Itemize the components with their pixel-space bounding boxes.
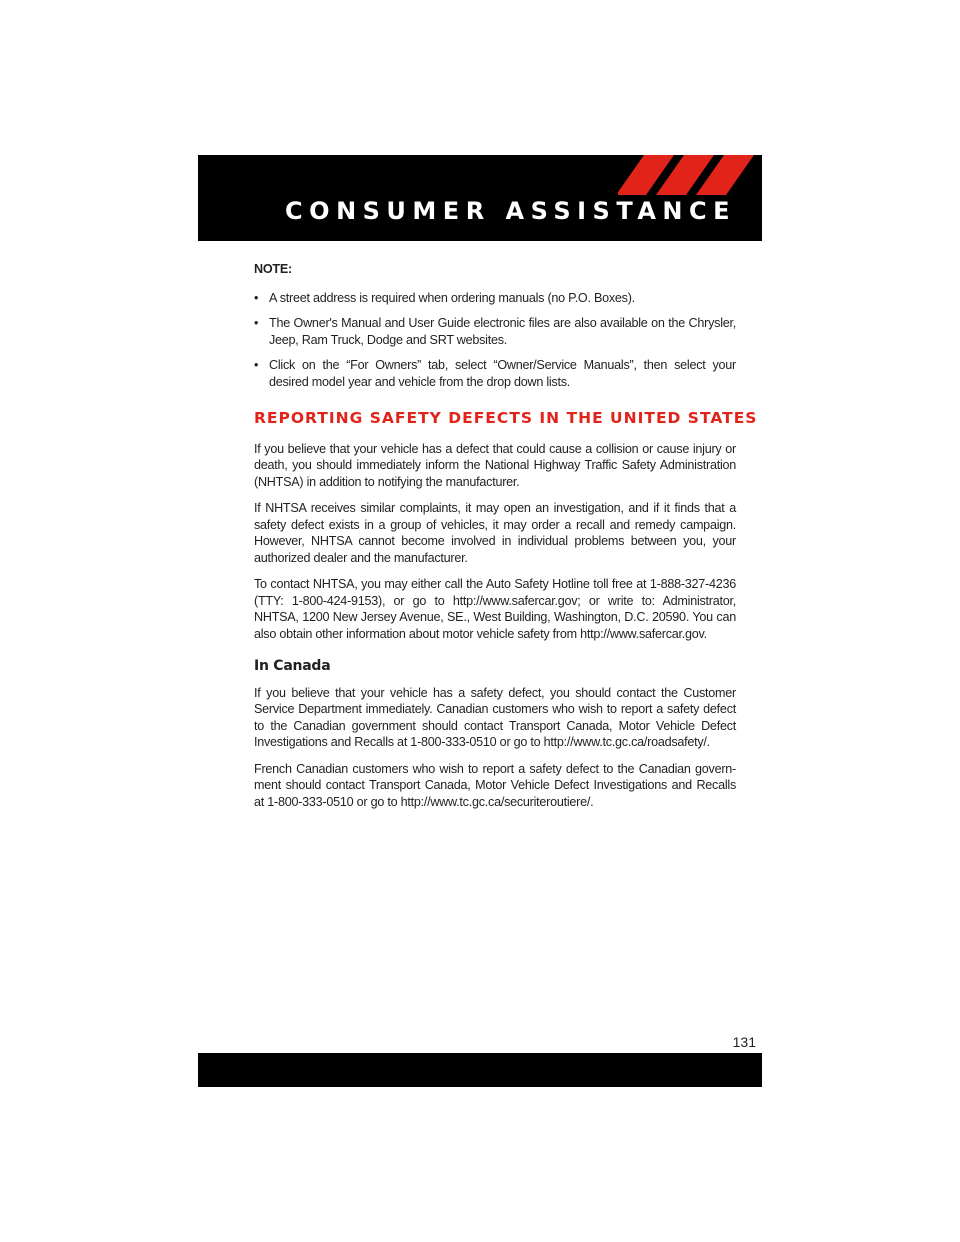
- page-content: [254, 261, 758, 820]
- paragraph: French Canadian customers who wish to report a safety defect to the Canadian govern-ment should contact Transport Canada, Motor Vehicle Defect Investigations and Recalls at 1-800-333-0510 or go to http://www.tc.gc.ca/securiteroutiere/.: [254, 761, 736, 809]
- bullet-icon: •: [254, 358, 259, 372]
- paragraph: If you believe that your vehicle has a defect that could cause a collision or cause injury or death, you should immediately inform the National Highway Traffic Safety Administration (NHTSA) in addition to notifying the manufacturer.: [254, 441, 736, 489]
- paragraph: If you believe that your vehicle has a safety defect, you should contact the Customer Service Department immediately. Canadian customers who wish to report a safety defect to the Canadian government should contact Transport Canada, Motor Vehicle Defect Investigations and Recalls at 1-800-333-0510 or go to http://www.tc.gc.ca/roadsafety/.: [254, 685, 736, 749]
- footer-band: [198, 1053, 762, 1087]
- section-heading: REPORTING SAFETY DEFECTS IN THE UNITED STATES: [254, 409, 758, 427]
- note-item: [254, 290, 736, 307]
- paragraph: To contact NHTSA, you may either call the Auto Safety Hotline toll free at 1-888-327-4236 (TTY: 1-800-424-9153), or go to http://www.safercar.gov; or write to: Administrator, NHTSA, 1200 New Jersey Avenue, SE., West Building, Washington, D.C. 20590. You can also obtain other information about motor vehicle safety from http://www.safercar.gov.: [254, 577, 736, 641]
- note-item-text: A street address is required when ordering manuals (no P.O. Boxes).: [269, 290, 635, 305]
- note-item-text: Click on the “For Owners” tab, select “Owner/Service Manuals”, then select your desired model year and vehicle from the drop down lists.: [269, 358, 736, 389]
- bullet-icon: •: [254, 316, 259, 330]
- paragraph: If NHTSA receives similar complaints, it may open an investigation, and if it finds that a safety defect exists in a group of vehicles, it may order a recall and remedy campaign. However, NHTSA cannot become involved in individual problems between you, your authorized dealer and the manufacturer.: [254, 501, 736, 565]
- note-list: [254, 290, 736, 391]
- note-label: NOTE:: [254, 262, 292, 276]
- note-item-text: The Owner's Manual and User Guide electronic files are also available on the Chrysler, Jeep, Ram Truck, Dodge and SRT websites.: [269, 316, 736, 347]
- header-band: [198, 155, 762, 241]
- section-title: CONSUMER ASSISTANCE: [285, 197, 736, 225]
- note-item: [254, 357, 736, 390]
- sub-heading: In Canada: [254, 658, 331, 674]
- bullet-icon: •: [254, 290, 259, 305]
- note-item: [254, 315, 736, 348]
- page-number: 131: [732, 1034, 756, 1050]
- racing-stripes-icon: [618, 155, 762, 195]
